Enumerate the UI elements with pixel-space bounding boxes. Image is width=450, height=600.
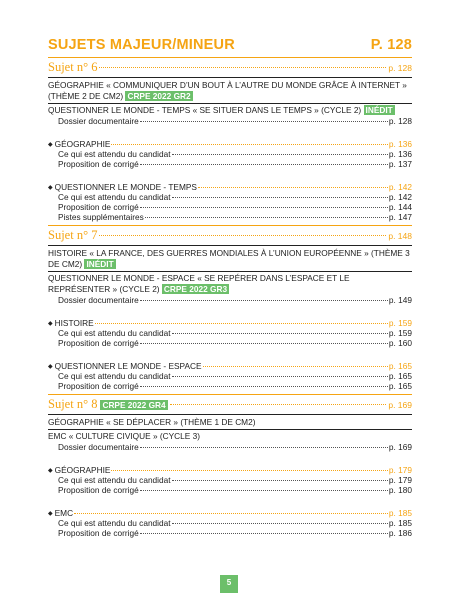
entry-page: p. 136 [388,149,412,159]
entry-label: Proposition de corrigé [58,202,139,212]
theme-line [48,414,412,428]
toc-entry[interactable] [48,528,412,538]
theme-text: QUESTIONNER LE MONDE - TEMPS « SE SITUER DANS LE TEMPS » (CYCLE 2) [48,105,362,115]
leader-dots [74,513,388,514]
leader-dots [95,323,388,324]
entry-label: Dossier documentaire [58,295,139,305]
leader-dots [99,67,386,68]
theme-line [48,429,412,442]
toc-section[interactable] [48,182,412,192]
toc-section[interactable] [48,508,412,518]
entry-page: p. 169 [388,442,412,452]
toc-entry[interactable] [48,159,412,169]
leader-dots [203,366,388,367]
theme-line [48,77,412,102]
leader-dots [140,121,388,122]
entry-page: p. 147 [388,212,412,222]
entry-page: p. 179 [388,475,412,485]
toc-page [48,37,412,538]
entry-label: Ce qui est attendu du candidat [58,371,171,381]
leader-dots [140,207,388,208]
leader-dots [140,533,388,534]
toc-section[interactable] [48,465,412,475]
toc-header-page: P. 128 [370,37,412,53]
theme-badge: CRPE 2022 GR2 [127,91,191,101]
leader-dots [170,404,387,405]
entry-label: Dossier documentaire [58,442,139,452]
leader-dots [140,300,388,301]
leader-dots [111,470,388,471]
toc-entry[interactable] [48,381,412,391]
leader-dots [140,343,388,344]
sujet-page: p. 128 [388,63,412,73]
section-page: p. 159 [388,318,412,328]
toc-entry[interactable] [48,371,412,381]
theme-text: GÉOGRAPHIE « SE DÉPLACER » (THÈME 1 DE CM2) [48,417,256,427]
entry-label: Ce qui est attendu du candidat [58,149,171,159]
toc-section[interactable] [48,139,412,149]
theme-badge: INÉDIT [86,259,114,269]
entry-page: p. 142 [388,192,412,202]
toc-entry[interactable] [48,328,412,338]
theme-text: HISTOIRE « LA FRANCE, DES GUERRES MONDIALES À L’UNION EUROPÉENNE » (THÈME 3 DE CM2) [48,248,410,269]
section-page: p. 185 [388,508,412,518]
entry-label: Proposition de corrigé [58,159,139,169]
leader-dots [172,197,388,198]
leader-dots [140,386,388,387]
leader-dots [172,333,388,334]
entry-page: p. 186 [388,528,412,538]
sujet-heading[interactable] [48,225,412,243]
toc-section[interactable] [48,318,412,328]
entry-page: p. 165 [388,371,412,381]
sujet-page: p. 169 [388,400,412,410]
leader-dots [172,376,388,377]
theme-line [48,271,412,295]
toc-entry[interactable] [48,518,412,528]
theme-badge: CRPE 2022 GR3 [163,284,228,294]
entry-label: Proposition de corrigé [58,528,139,538]
theme-text: QUESTIONNER LE MONDE - ESPACE « SE REPÉRER DANS L’ESPACE ET LE REPRÉSENTER » (CYCLE 2) [48,273,350,294]
entry-page: p. 165 [388,381,412,391]
theme-text: GÉOGRAPHIE « COMMUNIQUER D’UN BOUT À L’AUTRE DU MONDE GRÂCE À INTERNET » (THÈME 2 DE CM2) [48,80,407,101]
leader-dots [140,447,388,448]
toc-entry[interactable] [48,338,412,348]
leader-dots [172,523,388,524]
section-page: p. 179 [388,465,412,475]
entry-label: Proposition de corrigé [58,485,139,495]
page-number: 5 [220,575,238,593]
toc-entry[interactable] [48,149,412,159]
entry-label: Proposition de corrigé [58,338,139,348]
leader-dots [172,480,388,481]
sujet-title: Sujet n° 7 [48,228,98,242]
entry-page: p. 160 [388,338,412,348]
sujet-title: Sujet n° 8 [48,397,98,411]
entry-page: p. 144 [388,202,412,212]
toc-header [48,37,412,53]
entry-label: Pistes supplémentaires [58,212,144,222]
entry-label: Ce qui est attendu du candidat [58,475,171,485]
toc-entry[interactable] [48,202,412,212]
sujet-block [48,57,412,222]
theme-text: EMC « CULTURE CIVIQUE » (CYCLE 3) [48,431,200,441]
section-page: p. 165 [388,361,412,371]
section-title: ◆ GÉOGRAPHIE [48,139,110,151]
theme-badge: INÉDIT [365,105,393,115]
leader-dots [172,154,388,155]
entry-label: Dossier documentaire [58,116,139,126]
sujet-badge: CRPE 2022 GR4 [102,400,166,410]
entry-page: p. 128 [388,116,412,126]
toc-section[interactable] [48,361,412,371]
section-title: ◆ GÉOGRAPHIE [48,465,110,477]
toc-entry[interactable] [48,192,412,202]
entry-page: p. 137 [388,159,412,169]
theme-line [48,103,412,116]
section-page: p. 142 [388,182,412,192]
leader-dots [99,235,386,236]
entry-page: p. 185 [388,518,412,528]
entry-label: Ce qui est attendu du candidat [58,328,171,338]
leader-dots [140,490,388,491]
entry-label: Ce qui est attendu du candidat [58,192,171,202]
toc-entry[interactable] [48,295,412,305]
sujet-heading[interactable] [48,57,412,75]
toc-entry[interactable] [48,442,412,452]
leader-dots [111,144,388,145]
toc-entry[interactable] [48,116,412,126]
section-title: ◆ HISTOIRE [48,318,94,330]
section-title: ◆ QUESTIONNER LE MONDE - TEMPS [48,182,197,194]
toc-header-title: SUJETS MAJEUR/MINEUR [48,37,235,53]
entry-page: p. 159 [388,328,412,338]
sujet-heading[interactable] [48,394,412,412]
section-title: ◆ EMC [48,508,73,520]
entry-label: Ce qui est attendu du candidat [58,518,171,528]
section-page: p. 136 [388,139,412,149]
sujet-block [48,394,412,538]
entry-page: p. 149 [388,295,412,305]
section-title: ◆ QUESTIONNER LE MONDE - ESPACE [48,361,202,373]
sujet-block [48,225,412,391]
sujet-title: Sujet n° 6 [48,60,98,74]
leader-dots [145,217,388,218]
entry-page: p. 180 [388,485,412,495]
toc-entry[interactable] [48,212,412,222]
leader-dots [198,187,388,188]
sujet-page: p. 148 [388,231,412,241]
toc-entry[interactable] [48,485,412,495]
leader-dots [140,164,388,165]
toc-entry[interactable] [48,475,412,485]
entry-label: Proposition de corrigé [58,381,139,391]
theme-line [48,245,412,270]
